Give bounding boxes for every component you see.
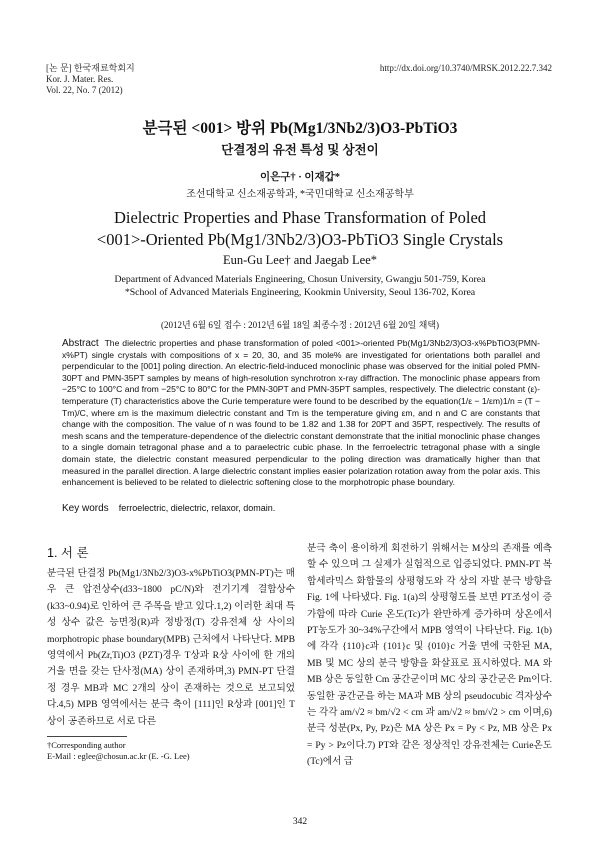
keywords (62, 503, 540, 514)
journal-name-ko: [논 문] 한국재료학회지 (46, 63, 135, 73)
affiliation-korean: 조선대학교 신소재공학과, *국민대학교 신소재공학부 (186, 189, 414, 200)
affiliation-english-1: Department of Advanced Materials Engineering, Chosun University, Gwangju 501-759, Korea (114, 274, 486, 285)
body-column-right: 분극 축이 용이하게 회전하기 위해서는 M상의 존재를 예측할 수 있으며 그 실제가 실험적으로 입증되었다. PMN-PT 복합세라믹스 화합물의 상평형도와 각 상의 자발 분극 방향을 Fig. 1에 나타냈다. Fig. 1(a)의 상평형도를 보면 PT조성이 증가함에 따라 Curie 온도(Tc)가 완만하게 증가하며 상온에서 PT농도가 30~34%구간에서 MPB 영역이 나타난다. Fig. 1(b)에 각각 {110}c과 {101}c 및 {010}c 거울 면에 국한된 MA, MB 및 MC 상의 분극 방향을 화살표로 표시하였다. MA 와 MB 상은 동일한 Cm 공간군이며 MC 상의 공간군은 Pm이다. 동일한 공간군을 하는 MA과 MB 상의 pseudocubic 격자상수는 각각 am/√2 ≈ bm/√2 < cm 과 am/√2 ≈ bm/√2 > cm 이며,6) 분극 성분(Px, Py, Pz)은 MA 상은 Px = Py < Pz, MB 상은 Px = Py > Pz이다.7) PT와 같은 정상적인 강유전체는 Curie온도(Tc)에서 급 (307, 543, 552, 768)
journal-volume: Vol. 22, No. 7 (2012) (46, 85, 123, 95)
abstract-label: Abstract (62, 338, 99, 349)
section-heading-introduction: 1. 서 론 (47, 546, 89, 560)
title-korean-line2: 단결정의 유전 특성 및 상전이 (221, 143, 379, 157)
title-english-line2: <001>-Oriented Pb(Mg1/3Nb2/3)O3-PbTiO3 Single Crystals (96, 230, 504, 249)
footnote-divider (47, 736, 127, 737)
title-english (30, 207, 570, 251)
abstract (62, 338, 540, 489)
body-column-left: 분극된 단결정 Pb(Mg1/3Nb2/3)O3-x%PbTiO3(PMN-PT)는 매우 큰 압전상수(d33~1800 pC/N)와 전기기계 결합상수(k33~0.94)로 인하여 큰 주목을 받고 있다.1,2) 이러한 최대 특성 상수 값은 능면정(R)과 정방정(T) 강유전체 상 사이의 morphotropic phase boundary(MPB) 근처에서 나타난다. MPB영역에서 Pb(Zr,Ti)O3 (PZT)경우 T상과 R상 사이에 한 개의 거울 면을 갖는 단사정(MA) 상이 존재하며,3) PMN-PT 단결정 경우 MB과 MC 2개의 상이 존재하는 것으로 보고되었다.4,5) MPB 영역에서는 분극 축이 [111]인 R상과 [001]인 T상이 공존하므로 서로 다른 (47, 568, 295, 727)
keywords-text: ferroelectric, dielectric, relaxor, domain. (118, 503, 276, 513)
page-number: 342 (292, 817, 308, 827)
journal-header (46, 63, 296, 96)
keywords-label: Key words (62, 503, 109, 514)
journal-name-en: Kor. J. Mater. Res. (46, 74, 114, 84)
received-dates: (2012년 6월 6일 접수 : 2012년 6월 18일 최종수정 : 2012년 6월 20일 채택) (160, 320, 440, 330)
footnote-email: E-Mail : eglee@chosun.ac.kr (E. -G. Lee) (47, 751, 190, 761)
footnote (47, 740, 295, 762)
affiliation-english (30, 273, 570, 299)
authors-korean: 이은구† · 이재갑* (259, 172, 341, 183)
affiliation-english-2: *School of Advanced Materials Engineering, Kookmin University, Seoul 136-702, Korea (124, 287, 476, 298)
footnote-corresponding: †Corresponding author (47, 740, 126, 750)
abstract-text: The dielectric properties and phase transformation of poled <001>-oriented Pb(Mg1/3Nb2/3)O3-x%PbTiO3(PMN-x%PT) single crystals with compositions of x = 20, 30, and 35 mole% are investigated for orientations both parallel and perpendicular to the [001] poling direction. An electric-field-induced monoclinic phase was observed for the initial poled PMN-30PT and PMN-35PT samples by means of high-resolution synchrotron x-ray diffraction. The monoclinic phase appears from −25°C to 100°C and from −25°C to 80°C for the PMN-30PT and PMN-35PT samples, respectively. The dielectric constant (ε)-temperature (T) characteristics above the Curie temperature were found to be described by the equation(1/ε − 1/εm)1/n = (T − Tm)/C, where εm is the maximum dielectric constant and Tm is the temperature giving εm, and n and C are constants that change with the composition. The value of n was found to be 1.82 and 1.38 for 20PT and 35PT, respectively. The results of mesh scans and the temperature-dependence of the dielectric constant demonstrate that the initial monoclinic phase changes to a single domain tetragonal phase and a to paraelectric cubic phase. In the ferroelectric tetragonal phase with a single domain state, the dielectric constant measured perpendicular to the poling direction was dramatically higher than that measured in the parallel direction. A large dielectric constant implies easier polarization rotation away from the polar axis. This enhancement is believed to be related to dielectric softening close to the morphotropic phase boundary. (62, 338, 540, 488)
doi-link[interactable]: http://dx.doi.org/10.3740/MRSK.2012.22.7.342 (379, 63, 552, 73)
title-english-line1: Dielectric Properties and Phase Transformation of Poled (113, 208, 487, 227)
title-korean: 분극된 <001> 방위 Pb(Mg1/3Nb2/3)O3-PbTiO3 (142, 120, 458, 137)
authors-english: Eun-Gu Lee† and Jaegab Lee* (222, 253, 378, 267)
